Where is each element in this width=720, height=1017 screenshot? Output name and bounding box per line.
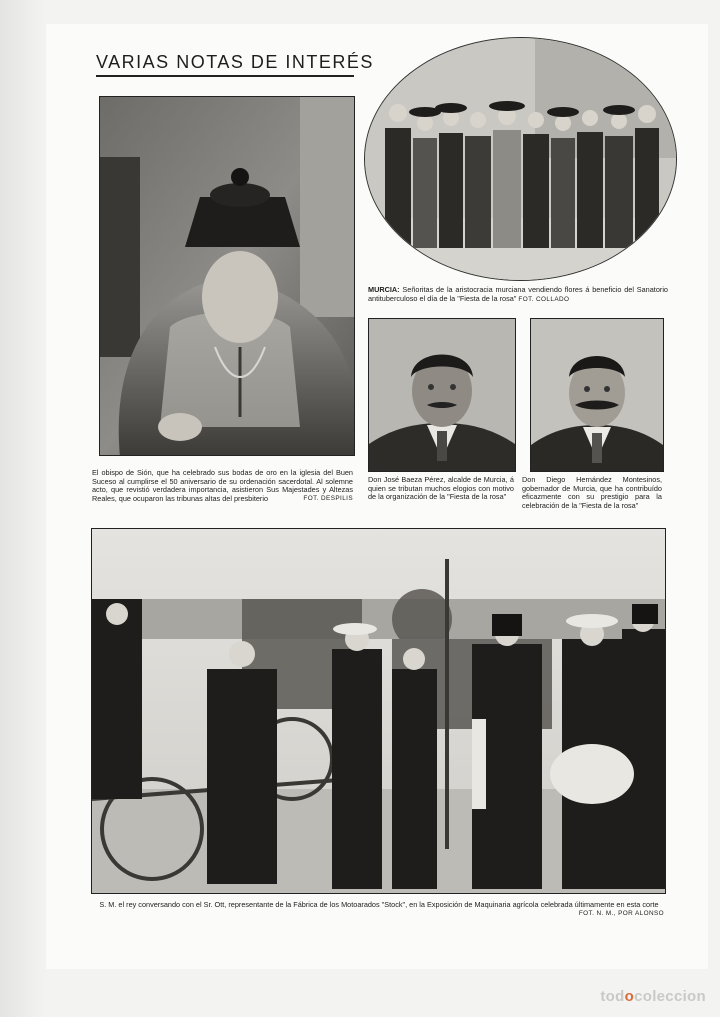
murcia-caption [368, 286, 668, 304]
king-caption [94, 901, 664, 918]
hernandez-caption-text: Don Diego Hernández Montesinos, gobernador de Murcia, que ha contribuído eficazmente con su prestigio para la celebración de la "Fiesta de la rosa" [522, 475, 662, 510]
murcia-photo [364, 37, 677, 281]
scan-edge-shadow [0, 0, 46, 1017]
king-caption-text: S. M. el rey conversando con el Sr. Ott, representante de la Fábrica de los Motoarados "Stock", en la Exposición de Maquinaria agrícola celebrada últimamente en esta corte [99, 900, 659, 909]
hernandez-portrait-photo [530, 318, 664, 472]
murcia-caption-lead: MURCIA: [368, 285, 400, 294]
murcia-photo-credit: FOT. COLLADO [518, 295, 570, 303]
todocoleccion-watermark: todocoleccion [600, 988, 706, 1005]
page-headline: VARIAS NOTAS DE INTERÉS [96, 52, 374, 72]
baeza-portrait-photo [368, 318, 516, 472]
hernandez-caption [522, 476, 662, 510]
baeza-caption [368, 476, 514, 502]
murcia-caption-text: Señoritas de la aristocracia murciana vendiendo flores á beneficio del Sanatorio antituberculoso el día de la "Fiesta de la rosa" [368, 285, 668, 303]
bishop-caption-text: El obispo de Sión, que ha celebrado sus bodas de oro en la iglesia del Buen Suceso al cumplirse el 50 aniversario de su ordenación sacerdotal. Al solemne acto, que revistió verdadera importancia, asistieron Sus Majestades y Altezas Reales, que ocuparon las tribunas altas del presbiterio [92, 468, 353, 503]
headline-underline [96, 75, 354, 77]
bishop-photo [99, 96, 355, 456]
king-exhibition-photo [91, 528, 666, 894]
baeza-caption-text: Don José Baeza Pérez, alcalde de Murcia, á quien se tributan muchos elogios con motivo de la organización de la "Fiesta de la rosa" [368, 475, 514, 502]
bishop-photo-credit: FOT. DESPILIS [303, 494, 353, 502]
bishop-caption [92, 469, 353, 503]
king-photo-credit: FOT. N. M., POR ALONSO [578, 909, 664, 917]
